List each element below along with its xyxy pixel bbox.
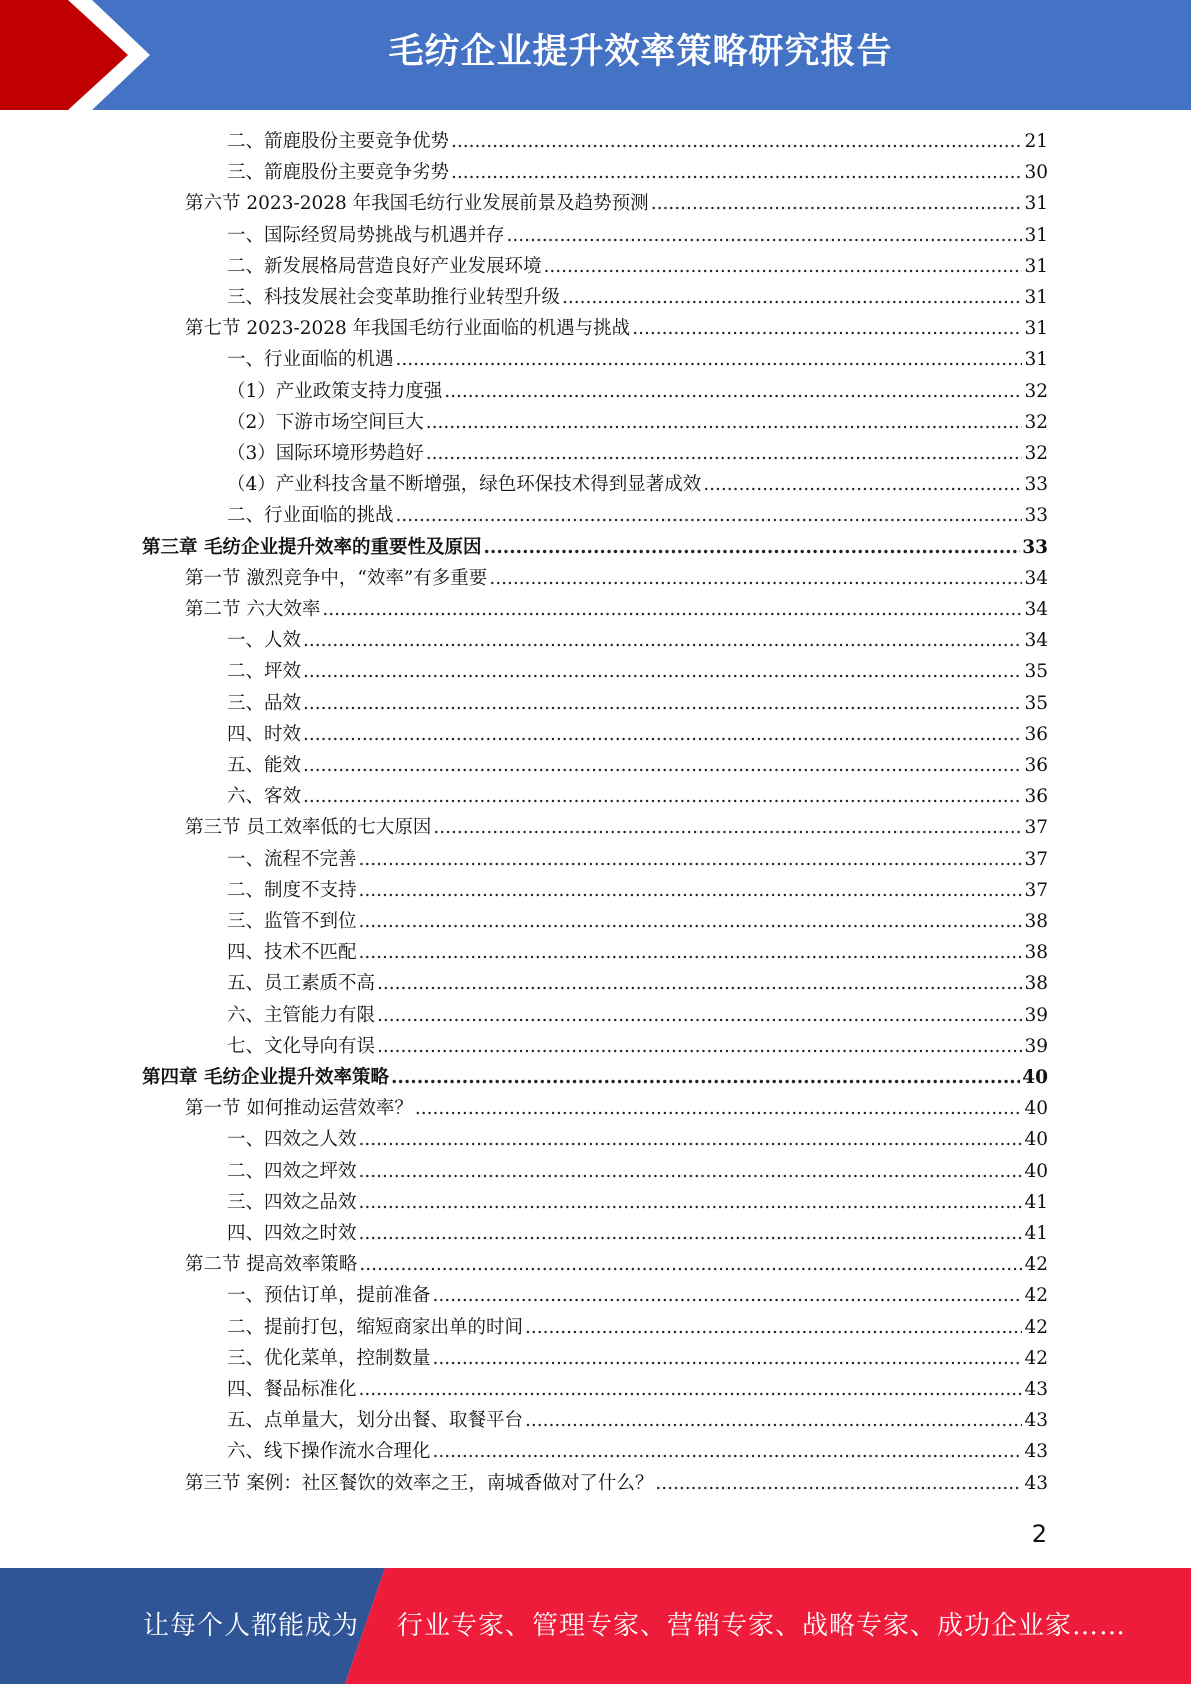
- toc-entry-page: 39: [1024, 1035, 1048, 1057]
- toc-entry[interactable]: [185, 1469, 1048, 1500]
- toc-entry-page: 42: [1024, 1316, 1048, 1338]
- toc-entry-label: 一、流程不完善: [227, 848, 357, 870]
- toc-entry[interactable]: [185, 189, 1048, 220]
- toc-leader-dots: [433, 1348, 1023, 1369]
- toc-entry-page: 43: [1024, 1472, 1048, 1494]
- toc-entry-label: 第六节 2023-2028 年我国毛纺行业发展前景及趋势预测: [185, 193, 649, 215]
- toc-entry[interactable]: [227, 1344, 1048, 1375]
- toc-entry-label: 二、箭鹿股份主要竞争优势: [227, 131, 450, 152]
- footer-slogan-left: 让每个人都能成为: [143, 1611, 360, 1641]
- toc-entry[interactable]: [227, 720, 1048, 751]
- toc-entry-label: 第三节 员工效率低的七大原因: [185, 817, 432, 839]
- toc-entry[interactable]: [227, 845, 1048, 876]
- toc-entry-label: 六、主管能力有限: [227, 1004, 376, 1026]
- toc-entry-page: 33: [1024, 474, 1048, 496]
- toc-entry-page: 31: [1024, 224, 1048, 246]
- toc-leader-dots: [489, 568, 1022, 589]
- toc-leader-dots: [415, 1098, 1023, 1119]
- toc-entry[interactable]: [185, 595, 1048, 626]
- toc-entry[interactable]: [227, 221, 1048, 252]
- toc-entry[interactable]: [142, 1063, 1048, 1094]
- toc-entry-label: 二、坪效: [227, 661, 302, 683]
- toc-entry-label: 五、能效: [227, 755, 302, 776]
- toc-leader-dots: [544, 256, 1023, 277]
- toc-leader-dots: [651, 193, 1023, 214]
- toc-leader-dots: [525, 1317, 1022, 1338]
- toc-entry-page: 42: [1024, 1285, 1048, 1307]
- toc-entry-label: 一、国际经贸局势挑战与机遇并存: [227, 224, 505, 246]
- toc-entry-page: 35: [1024, 661, 1048, 683]
- toc-entry-page: 31: [1024, 318, 1048, 340]
- page-footer: [0, 1568, 1191, 1684]
- toc-entry[interactable]: [227, 876, 1048, 907]
- toc-entry[interactable]: [227, 470, 1048, 501]
- toc-entry-label: 四、技术不匹配: [227, 942, 357, 964]
- toc-leader-dots: [451, 131, 1022, 152]
- toc-leader-dots: [433, 817, 1022, 838]
- toc-entry[interactable]: [227, 1001, 1048, 1032]
- toc-leader-dots: [359, 849, 1023, 870]
- toc-entry[interactable]: [227, 252, 1048, 283]
- toc-entry-page: 42: [1024, 1347, 1048, 1369]
- toc-leader-dots: [359, 942, 1023, 963]
- toc-leader-dots: [303, 755, 1022, 776]
- toc-entry-label: （4）产业科技含量不断增强，绿色环保技术得到显著成效: [227, 474, 702, 496]
- toc-leader-dots: [303, 661, 1022, 682]
- toc-entry-page: 40: [1024, 1129, 1048, 1151]
- toc-entry-label: 三、品效: [227, 692, 302, 714]
- toc-entry[interactable]: [227, 1188, 1048, 1219]
- toc-leader-dots: [359, 1223, 1023, 1244]
- toc-entry-label: 一、行业面临的机遇: [227, 349, 394, 371]
- toc-entry-page: 34: [1024, 630, 1048, 652]
- toc-leader-dots: [377, 1036, 1022, 1057]
- toc-entry-page: 40: [1022, 1067, 1048, 1088]
- toc-entry[interactable]: [227, 1313, 1048, 1344]
- toc-entry-page: 37: [1024, 879, 1048, 901]
- toc-entry-label: 一、四效之人效: [227, 1129, 357, 1151]
- toc-leader-dots: [426, 412, 1023, 433]
- toc-entry-page: 32: [1024, 380, 1048, 402]
- toc-entry-page: 36: [1024, 786, 1048, 808]
- toc-entry-page: 21: [1024, 131, 1048, 152]
- toc-leader-dots: [359, 1379, 1023, 1400]
- toc-leader-dots: [396, 349, 1023, 370]
- toc-entry-page: 43: [1024, 1379, 1048, 1400]
- toc-entry-label: 二、提前打包，缩短商家出单的时间: [227, 1316, 524, 1338]
- toc-entry-label: 三、优化菜单，控制数量: [227, 1347, 431, 1369]
- toc-leader-dots: [377, 973, 1022, 994]
- toc-entry-page: 37: [1024, 848, 1048, 870]
- toc-entry[interactable]: [227, 408, 1048, 439]
- page-header: [0, 0, 1191, 110]
- toc-entry[interactable]: [142, 533, 1048, 564]
- toc-entry-page: 38: [1024, 911, 1048, 932]
- toc-leader-dots: [359, 1129, 1023, 1150]
- toc-entry-label: 第七节 2023-2028 年我国毛纺行业面临的机遇与挑战: [185, 318, 631, 340]
- toc-leader-dots: [359, 1192, 1023, 1213]
- toc-entry[interactable]: [227, 689, 1048, 720]
- toc-entry-page: 31: [1024, 287, 1048, 308]
- toc-leader-dots: [303, 630, 1022, 651]
- toc-leader-dots: [303, 786, 1022, 807]
- toc-entry-label: 一、预估订单，提前准备: [227, 1285, 431, 1307]
- toc-leader-dots: [426, 443, 1023, 464]
- toc-entry[interactable]: [227, 1219, 1048, 1250]
- toc-leader-dots: [703, 474, 1022, 495]
- toc-entry[interactable]: [227, 127, 1048, 158]
- toc-entry[interactable]: [227, 345, 1048, 376]
- toc-entry-page: 39: [1024, 1004, 1048, 1026]
- toc-entry[interactable]: [227, 1437, 1048, 1468]
- toc-entry-label: 第二节 六大效率: [185, 599, 321, 620]
- toc-leader-dots: [451, 162, 1022, 183]
- toc-leader-dots: [377, 1005, 1022, 1026]
- toc-entry[interactable]: [227, 1375, 1048, 1406]
- toc-entry-page: 30: [1024, 162, 1048, 184]
- toc-entry-label: （3）国际环境形势趋好: [227, 443, 424, 464]
- toc-entry-label: 三、四效之品效: [227, 1191, 357, 1213]
- toc-entry[interactable]: [227, 657, 1048, 688]
- report-title: 毛纺企业提升效率策略研究报告: [388, 32, 893, 72]
- toc-entry[interactable]: [185, 813, 1048, 844]
- toc-entry-label: 二、制度不支持: [227, 879, 357, 901]
- toc-entry[interactable]: [185, 564, 1048, 595]
- toc-entry-page: 38: [1024, 973, 1048, 995]
- toc-entry-label: 六、线下操作流水合理化: [227, 1441, 431, 1463]
- toc-entry-page: 32: [1024, 411, 1048, 433]
- toc-entry-label: 第四章 毛纺企业提升效率策略: [142, 1067, 389, 1088]
- toc-entry-label: 三、箭鹿股份主要竞争劣势: [227, 162, 450, 184]
- toc-entry-page: 41: [1024, 1191, 1048, 1213]
- toc-entry[interactable]: [227, 1125, 1048, 1156]
- toc-entry-page: 41: [1024, 1223, 1048, 1244]
- toc-leader-dots: [322, 599, 1022, 620]
- toc-entry-label: 第三章 毛纺企业提升效率的重要性及原因: [142, 536, 482, 558]
- toc-entry-label: 四、四效之时效: [227, 1223, 357, 1244]
- toc-leader-dots: [391, 1067, 1020, 1088]
- toc-leader-dots: [396, 505, 1023, 526]
- toc-entry-page: 34: [1024, 599, 1048, 620]
- toc-entry-label: 六、客效: [227, 786, 302, 808]
- toc-leader-dots: [562, 287, 1022, 308]
- toc-entry[interactable]: [227, 782, 1048, 813]
- toc-entry-label: 三、科技发展社会变革助推行业转型升级: [227, 287, 561, 308]
- toc-entry[interactable]: [227, 158, 1048, 189]
- toc-entry-page: 37: [1024, 817, 1048, 839]
- toc-leader-dots: [359, 1161, 1023, 1182]
- toc-entry-page: 40: [1024, 1160, 1048, 1182]
- toc-entry[interactable]: [227, 969, 1048, 1000]
- toc-entry-page: 43: [1024, 1441, 1048, 1463]
- toc-leader-dots: [433, 1285, 1023, 1306]
- toc-entry-page: 33: [1022, 536, 1048, 558]
- toc-leader-dots: [303, 724, 1022, 745]
- toc-entry-page: 31: [1024, 255, 1048, 277]
- toc-entry[interactable]: [185, 1094, 1048, 1125]
- toc-entry-label: 七、文化导向有误: [227, 1035, 376, 1057]
- toc-entry-page: 31: [1024, 193, 1048, 215]
- toc-leader-dots: [507, 225, 1023, 246]
- toc-entry[interactable]: [227, 377, 1048, 408]
- toc-leader-dots: [359, 880, 1023, 901]
- toc-entry-label: 二、行业面临的挑战: [227, 505, 394, 527]
- toc-leader-dots: [359, 1254, 1022, 1275]
- toc-leader-dots: [632, 318, 1022, 339]
- toc-entry-label: 第三节 案例：社区餐饮的效率之王，南城香做对了什么？: [185, 1472, 654, 1494]
- toc-entry-label: 第一节 如何推动运营效率？: [185, 1098, 413, 1120]
- toc-entry-page: 40: [1024, 1098, 1048, 1120]
- toc-entry-label: 一、人效: [227, 630, 302, 652]
- toc-entry-label: 第一节 激烈竞争中，“效率”有多重要: [185, 567, 488, 589]
- toc-entry[interactable]: [185, 1250, 1048, 1281]
- toc-entry-page: 34: [1024, 567, 1048, 589]
- toc-leader-dots: [525, 1410, 1022, 1431]
- toc-leader-dots: [444, 381, 1022, 402]
- toc-entry[interactable]: [227, 1032, 1048, 1063]
- toc-entry-page: 43: [1024, 1410, 1048, 1432]
- toc-entry[interactable]: [227, 907, 1048, 938]
- toc-entry-label: 四、时效: [227, 723, 302, 745]
- toc-entry[interactable]: [227, 283, 1048, 314]
- toc-leader-dots: [655, 1473, 1022, 1494]
- toc-entry-label: 五、员工素质不高: [227, 973, 376, 995]
- toc-entry-label: 四、餐品标准化: [227, 1379, 357, 1400]
- toc-entry[interactable]: [227, 439, 1048, 470]
- toc-entry-label: 第二节 提高效率策略: [185, 1254, 358, 1276]
- toc-entry-label: （2）下游市场空间巨大: [227, 411, 424, 433]
- toc-entry-label: 三、监管不到位: [227, 911, 357, 932]
- toc-entry-page: 35: [1024, 692, 1048, 714]
- toc-entry-label: （1）产业政策支持力度强: [227, 380, 443, 402]
- toc-entry[interactable]: [185, 314, 1048, 345]
- toc-entry-page: 32: [1024, 443, 1048, 464]
- toc-entry-page: 38: [1024, 942, 1048, 964]
- footer-slogan-right: 行业专家、管理专家、营销专家、战略专家、成功企业家……: [397, 1611, 1127, 1641]
- toc-entry-label: 五、点单量大，划分出餐、取餐平台: [227, 1410, 524, 1432]
- toc-entry-page: 36: [1024, 755, 1048, 776]
- toc-entry-page: 31: [1024, 349, 1048, 371]
- toc-entry[interactable]: [227, 1406, 1048, 1437]
- toc-entry-page: 36: [1024, 723, 1048, 745]
- toc-entry[interactable]: [227, 938, 1048, 969]
- toc-leader-dots: [303, 693, 1022, 714]
- toc-entry[interactable]: [227, 751, 1048, 782]
- toc-entry[interactable]: [227, 1157, 1048, 1188]
- toc-entry-label: 二、四效之坪效: [227, 1160, 357, 1182]
- page-number: 2: [1031, 1520, 1047, 1548]
- toc-leader-dots: [359, 911, 1023, 932]
- toc-entry-label: 二、新发展格局营造良好产业发展环境: [227, 255, 542, 277]
- toc-leader-dots: [433, 1441, 1023, 1462]
- toc-entry-page: 33: [1024, 505, 1048, 527]
- toc-entry[interactable]: [227, 626, 1048, 657]
- toc-entry[interactable]: [227, 501, 1048, 532]
- toc-entry[interactable]: [227, 1281, 1048, 1312]
- toc-leader-dots: [483, 537, 1020, 558]
- toc-entry-page: 42: [1024, 1254, 1048, 1276]
